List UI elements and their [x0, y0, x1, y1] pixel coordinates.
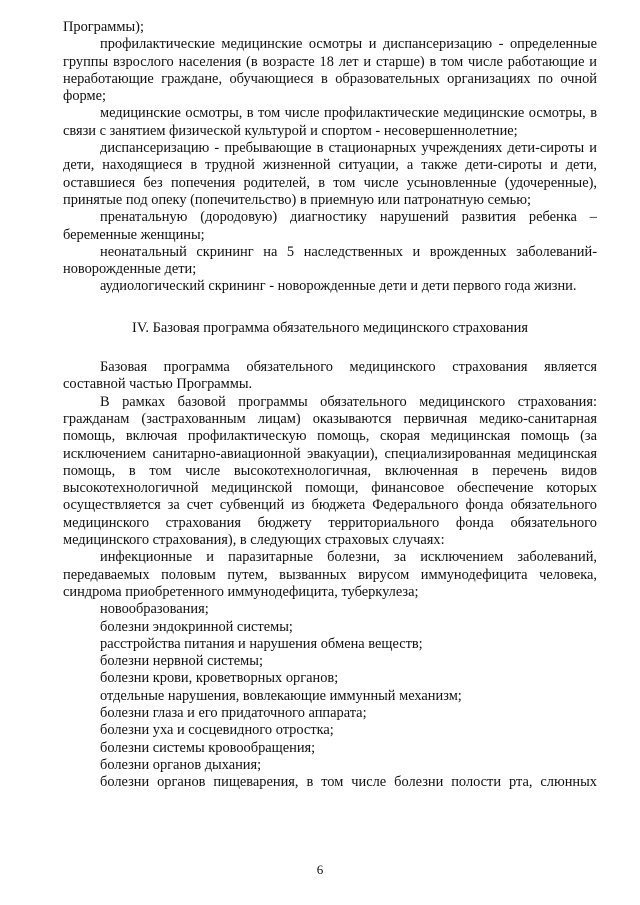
intro-paragraph: Программы);: [63, 19, 144, 35]
conditions-list: [63, 601, 597, 774]
condition-item: новообразования;: [100, 601, 209, 618]
intro-paragraph: диспансеризацию - пребывающие в стационарных учреждениях дети-сироты и дети, находящиеся в трудной жизненной ситуации, а также дети-сироты и дети, оставшиеся без попечения родителей, в том числе усыновленные (удочеренные), принятые под опеку (попечительство) в приемную или патронатную семью;: [63, 140, 597, 208]
page-body: [63, 19, 597, 791]
page-number: 6: [316, 862, 324, 877]
condition-item: болезни уха и сосцевидного отростка;: [100, 722, 334, 739]
section-paragraph: В рамках базовой программы обязательного медицинского страхования: гражданам (застрахованным лицам) оказываются первичная медико-санитарная помощь, включая профилактическую помощь, скорая медицинская помощь (за исключением санитарно-авиационной эвакуации), специализированная медицинская помощь, в том числе высокотехнологичная, включенная в перечень видов высокотехнологичной медицинской помощи, финансовое обеспечение которых осуществляется за счет субвенций из бюджета Федерального фонда обязательного медицинского страхования бюджету территориального фонда обязательного медицинского страхования), в следующих страховых случаях:: [63, 393, 597, 549]
section-heading: IV. Базовая программа обязательного медицинского страхования: [132, 319, 528, 336]
intro-paragraph: неонатальный скрининг на 5 наследственных и врожденных заболеваний-новорожденные дети;: [63, 243, 597, 278]
section-paragraph: Базовая программа обязательного медицинского страхования является составной частью Программы.: [63, 359, 597, 393]
section-paragraph: инфекционные и паразитарные болезни, за исключением заболеваний, передаваемых половым путем, вызванных вирусом иммунодефицита человека, синдрома приобретенного иммунодефицита, туберкулеза;: [63, 549, 597, 600]
final-paragraph: болезни органов пищеварения, в том числе болезни полости рта, слюнных: [100, 774, 597, 791]
condition-item: отдельные нарушения, вовлекающие иммунный механизм;: [100, 687, 462, 704]
intro-paragraph: аудиологический скрининг - новорожденные дети и дети первого года жизни.: [100, 278, 577, 295]
condition-item: болезни глаза и его придаточного аппарата;: [100, 704, 367, 721]
intro-paragraph: профилактические медицинские осмотры и диспансеризацию - определенные группы взрослого населения (в возрасте 18 лет и старше) в том числе работающие и неработающие граждане, обучающиеся в образовательных организациях по очной форме;: [63, 36, 597, 105]
condition-item: болезни нервной системы;: [100, 653, 263, 670]
condition-item: болезни органов дыхания;: [100, 756, 262, 773]
condition-item: болезни эндокринной системы;: [100, 618, 293, 635]
condition-item: болезни крови, кроветворных органов;: [100, 670, 339, 687]
condition-item: болезни системы кровообращения;: [100, 739, 316, 756]
intro-paragraph: пренатальную (дородовую) диагностику нарушений развития ребенка – беременные женщины;: [63, 209, 597, 243]
intro-paragraph: медицинские осмотры, в том числе профилактические медицинские осмотры, в связи с занятием физической культурой и спортом - несовершеннолетние;: [63, 105, 597, 139]
condition-item: расстройства питания и нарушения обмена веществ;: [100, 635, 423, 652]
